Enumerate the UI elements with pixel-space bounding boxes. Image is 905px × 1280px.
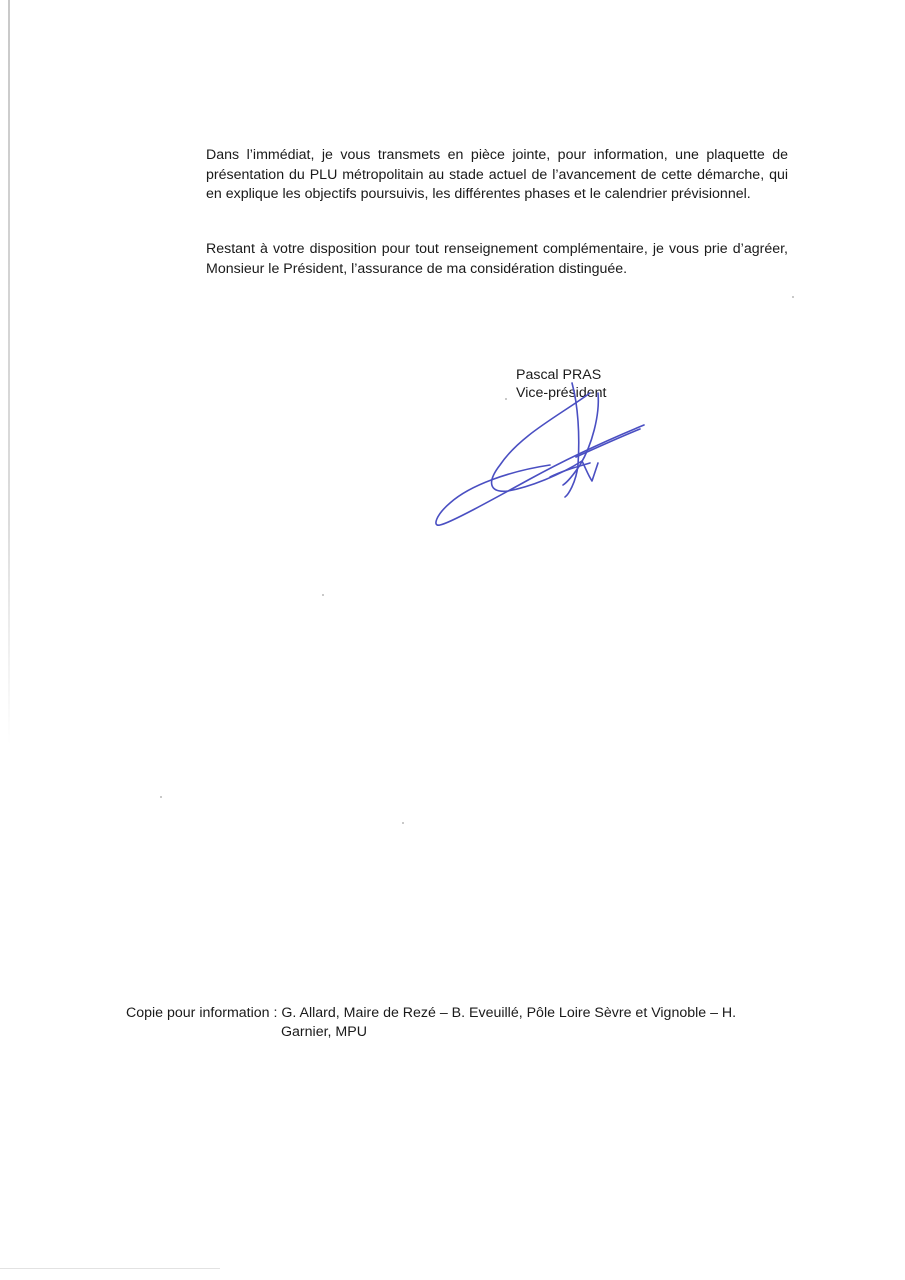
letter-paragraph-1: Dans l’immédiat, je vous transmets en pièce jointe, pour information, une plaquette de présentation du PLU métropolitain au stade actuel de l’avancement de cette démarche, qui en explique les objectifs poursuivis, les différentes phases et le calendrier prévisionnel. [206,147,788,202]
scan-bottom-line [0,1268,220,1269]
scan-speck [402,822,404,824]
copy-notice [126,1004,786,1042]
letter-paragraph-2: Restant à votre disposition pour tout renseignement complémentaire, je vous prie d’agréer, Monsieur le Président, l’assurance de ma considération distinguée. [206,241,788,277]
scan-speck [322,594,324,596]
scan-speck [160,796,162,798]
scan-left-edge [8,0,10,745]
copy-notice-line-1: Copie pour information : G. Allard, Maire de Rezé – B. Eveuillé, Pôle Loire Sèvre et Vignoble – H. [126,1005,737,1021]
signatory-name: Pascal PRAS [516,367,602,383]
signatory-title: Vice-président [516,385,607,401]
scan-speck [792,296,794,298]
copy-notice-line-2: Garnier, MPU [281,1024,367,1040]
handwritten-signature [430,375,660,540]
